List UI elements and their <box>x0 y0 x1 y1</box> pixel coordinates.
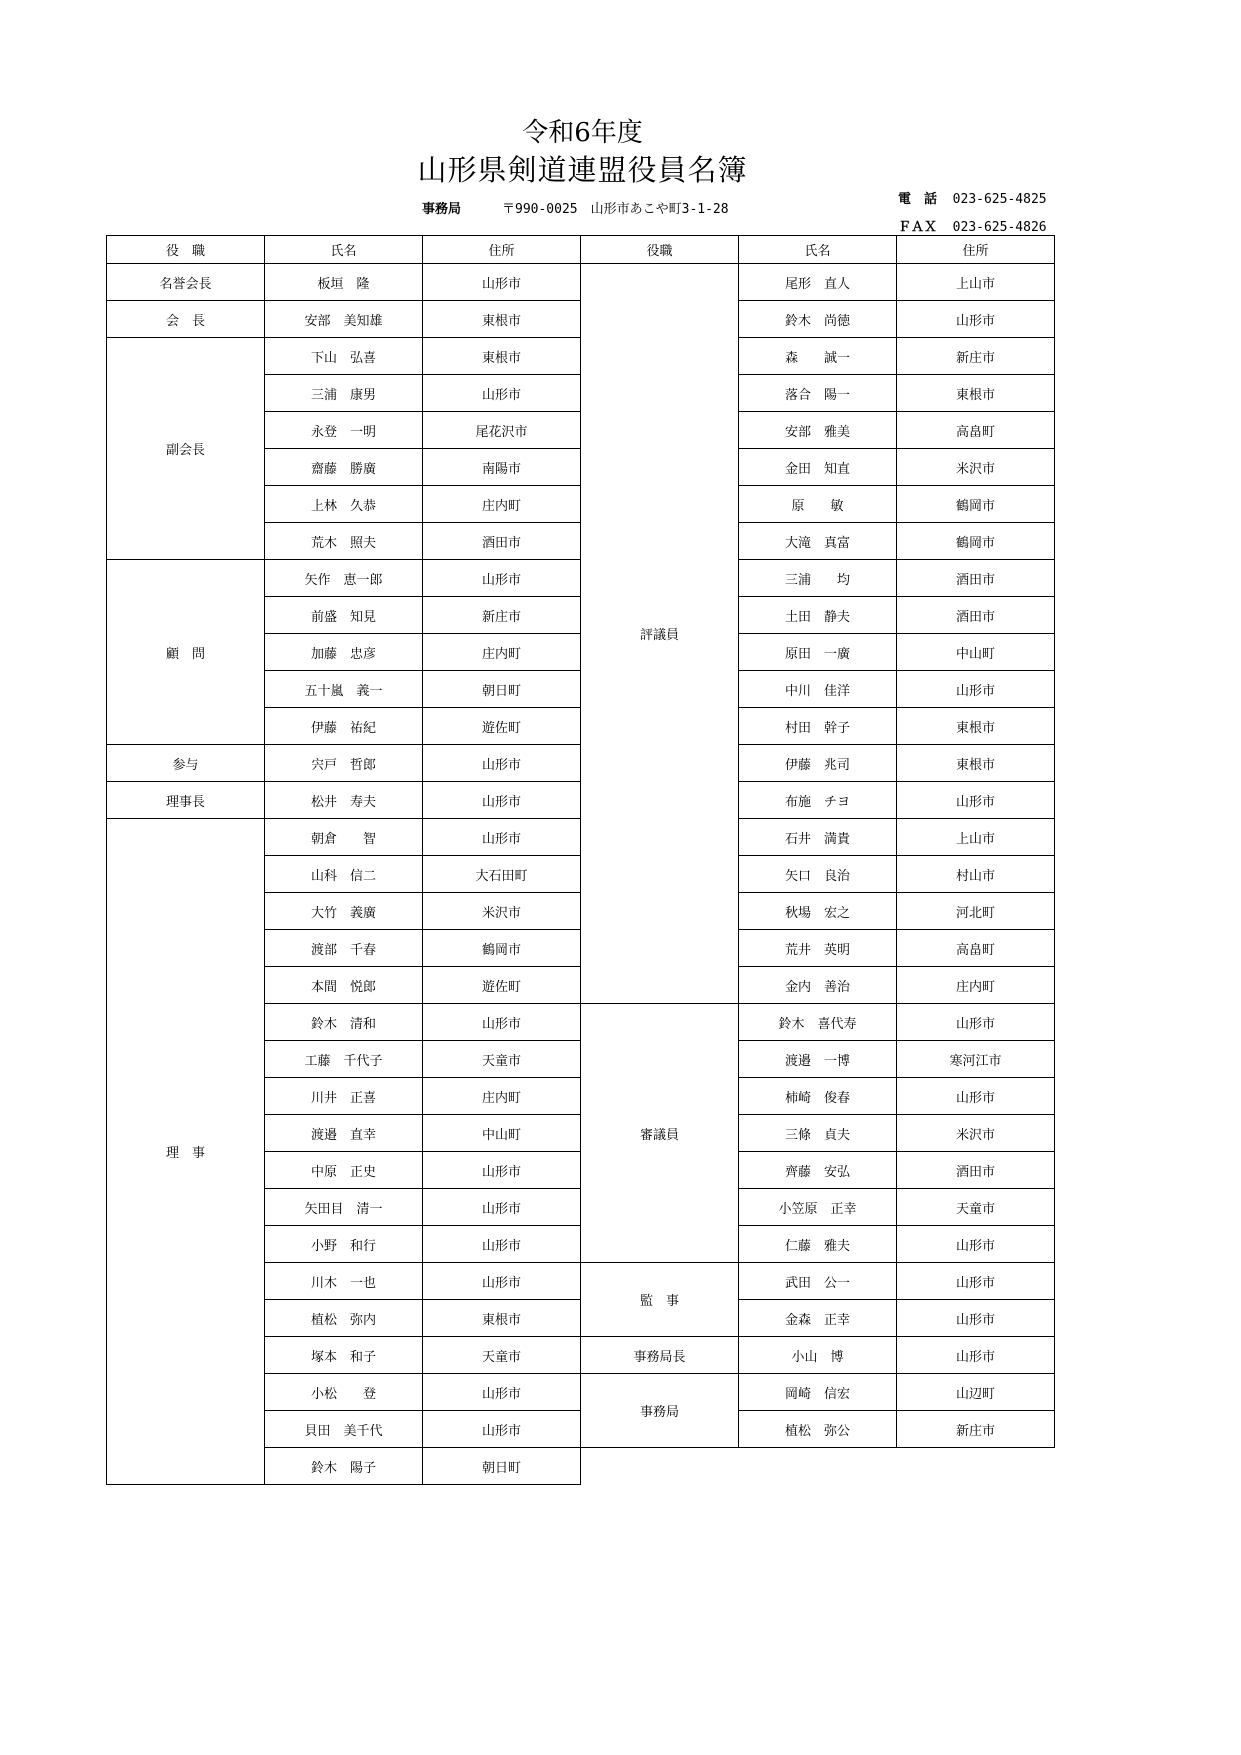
name-cell: 森 誠一 <box>739 338 897 375</box>
fax-line <box>898 216 1047 235</box>
address-cell: 酒田市 <box>423 523 581 560</box>
role-cell: 事務局長 <box>581 1337 739 1374</box>
address-cell: 山形市 <box>423 1152 581 1189</box>
fax-number: 023-625-4826 <box>952 220 1047 235</box>
name-cell: 尾形 直人 <box>739 264 897 301</box>
name-cell: 村田 幹子 <box>739 708 897 745</box>
address-cell: 米沢市 <box>423 893 581 930</box>
role-cell: 理事長 <box>107 782 265 819</box>
address-cell: 山形市 <box>423 745 581 782</box>
name-cell: 原 敏 <box>739 486 897 523</box>
name-cell: 中原 正史 <box>265 1152 423 1189</box>
header-cell: 氏名 <box>265 236 423 264</box>
office-label: 事務局 <box>422 202 462 217</box>
name-cell: 五十嵐 義一 <box>265 671 423 708</box>
address-cell: 庄内町 <box>423 634 581 671</box>
address-cell: 河北町 <box>897 893 1055 930</box>
name-cell: 永登 一明 <box>265 412 423 449</box>
header-cell: 住所 <box>423 236 581 264</box>
year-heading: 令和6年度 <box>522 118 643 148</box>
name-cell: 松井 寿夫 <box>265 782 423 819</box>
address-cell: 山形市 <box>897 782 1055 819</box>
name-cell: 小松 登 <box>265 1374 423 1411</box>
address-cell: 山辺町 <box>897 1374 1055 1411</box>
name-cell: 矢田目 清一 <box>265 1189 423 1226</box>
address-cell: 山形市 <box>897 1337 1055 1374</box>
name-cell: 川木 一也 <box>265 1263 423 1300</box>
address-cell: 南陽市 <box>423 449 581 486</box>
address-cell: 山形市 <box>423 1374 581 1411</box>
address-cell: 新庄市 <box>897 1411 1055 1448</box>
name-cell: 鈴木 尚徳 <box>739 301 897 338</box>
name-cell: 宍戸 哲郎 <box>265 745 423 782</box>
address-cell: 尾花沢市 <box>423 412 581 449</box>
name-cell: 齋藤 勝廣 <box>265 449 423 486</box>
address-cell: 朝日町 <box>423 1448 581 1485</box>
address-cell: 東根市 <box>897 708 1055 745</box>
name-cell: 植松 弥内 <box>265 1300 423 1337</box>
address-cell: 高畠町 <box>897 412 1055 449</box>
name-cell: 三浦 康男 <box>265 375 423 412</box>
phone-line <box>898 188 1047 207</box>
empty-cell <box>581 1448 739 1485</box>
name-cell: 布施 チヨ <box>739 782 897 819</box>
address-cell: 天童市 <box>897 1189 1055 1226</box>
name-cell: 塚本 和子 <box>265 1337 423 1374</box>
address-cell: 鶴岡市 <box>897 486 1055 523</box>
address-cell: 庄内町 <box>423 1078 581 1115</box>
name-cell: 柿崎 俊春 <box>739 1078 897 1115</box>
address-cell: 山形市 <box>897 1226 1055 1263</box>
name-cell: 朝倉 智 <box>265 819 423 856</box>
name-cell: 伊藤 兆司 <box>739 745 897 782</box>
fax-label: ＦＡＸ <box>898 220 938 235</box>
address-cell: 東根市 <box>423 338 581 375</box>
name-cell: 齊藤 安弘 <box>739 1152 897 1189</box>
address-cell: 庄内町 <box>897 967 1055 1004</box>
name-cell: 大竹 義廣 <box>265 893 423 930</box>
header-cell: 住所 <box>897 236 1055 264</box>
address-cell: 山形市 <box>423 1004 581 1041</box>
name-cell: 小山 博 <box>739 1337 897 1374</box>
address-cell: 高畠町 <box>897 930 1055 967</box>
address-cell: 山形市 <box>423 1189 581 1226</box>
address-cell: 山形市 <box>423 1226 581 1263</box>
name-cell: 中川 佳洋 <box>739 671 897 708</box>
address-cell: 山形市 <box>423 782 581 819</box>
address-cell: 山形市 <box>423 1411 581 1448</box>
address-cell: 天童市 <box>423 1337 581 1374</box>
table-header-row <box>107 236 1055 264</box>
name-cell: 伊藤 祐紀 <box>265 708 423 745</box>
name-cell: 武田 公一 <box>739 1263 897 1300</box>
address-cell: 中山町 <box>897 634 1055 671</box>
name-cell: 岡崎 信宏 <box>739 1374 897 1411</box>
name-cell: 大滝 真富 <box>739 523 897 560</box>
address-cell: 山形市 <box>897 1263 1055 1300</box>
name-cell: 前盛 知見 <box>265 597 423 634</box>
name-cell: 仁藤 雅夫 <box>739 1226 897 1263</box>
role-cell: 理 事 <box>107 819 265 1485</box>
address-cell: 山形市 <box>897 1004 1055 1041</box>
name-cell: 原田 一廣 <box>739 634 897 671</box>
role-cell: 顧 問 <box>107 560 265 745</box>
empty-cell <box>897 1448 1055 1485</box>
name-cell: 矢口 良治 <box>739 856 897 893</box>
role-cell: 名誉会長 <box>107 264 265 301</box>
name-cell: 金森 正幸 <box>739 1300 897 1337</box>
name-cell: 本間 悦郎 <box>265 967 423 1004</box>
header-cell: 役 職 <box>107 236 265 264</box>
address-cell: 東根市 <box>897 745 1055 782</box>
address-cell: 天童市 <box>423 1041 581 1078</box>
name-cell: 小野 和行 <box>265 1226 423 1263</box>
address-cell: 酒田市 <box>897 597 1055 634</box>
roster-body <box>107 236 1055 1485</box>
address-cell: 東根市 <box>423 1300 581 1337</box>
role-cell: 監 事 <box>581 1263 739 1337</box>
address-cell: 酒田市 <box>897 1152 1055 1189</box>
name-cell: 三條 貞夫 <box>739 1115 897 1152</box>
name-cell: 荒木 照夫 <box>265 523 423 560</box>
role-cell: 副会長 <box>107 338 265 560</box>
address-cell: 大石田町 <box>423 856 581 893</box>
office-address: 〒990-0025 山形市あこや町3-1-28 <box>502 202 729 217</box>
address-cell: 山形市 <box>897 671 1055 708</box>
role-cell: 評議員 <box>581 264 739 1004</box>
address-cell: 新庄市 <box>423 597 581 634</box>
address-cell: 遊佐町 <box>423 967 581 1004</box>
address-cell: 山形市 <box>897 1300 1055 1337</box>
name-cell: 落合 陽一 <box>739 375 897 412</box>
officer-roster-table <box>106 235 1055 1485</box>
name-cell: 植松 弥公 <box>739 1411 897 1448</box>
name-cell: 工藤 千代子 <box>265 1041 423 1078</box>
name-cell: 板垣 隆 <box>265 264 423 301</box>
name-cell: 渡邉 直幸 <box>265 1115 423 1152</box>
address-cell: 山形市 <box>423 819 581 856</box>
address-cell: 寒河江市 <box>897 1041 1055 1078</box>
name-cell: 加藤 忠彦 <box>265 634 423 671</box>
address-cell: 庄内町 <box>423 486 581 523</box>
address-cell: 山形市 <box>423 560 581 597</box>
name-cell: 石井 満貴 <box>739 819 897 856</box>
header-cell: 役職 <box>581 236 739 264</box>
address-cell: 中山町 <box>423 1115 581 1152</box>
name-cell: 上林 久恭 <box>265 486 423 523</box>
role-cell: 参与 <box>107 745 265 782</box>
name-cell: 安部 雅美 <box>739 412 897 449</box>
address-cell: 酒田市 <box>897 560 1055 597</box>
phone-number: 023-625-4825 <box>952 192 1047 207</box>
address-cell: 村山市 <box>897 856 1055 893</box>
name-cell: 山科 信二 <box>265 856 423 893</box>
role-cell: 審議員 <box>581 1004 739 1263</box>
address-cell: 鶴岡市 <box>423 930 581 967</box>
address-cell: 米沢市 <box>897 1115 1055 1152</box>
address-cell: 山形市 <box>897 301 1055 338</box>
name-cell: 川井 正喜 <box>265 1078 423 1115</box>
name-cell: 下山 弘喜 <box>265 338 423 375</box>
empty-cell <box>739 1448 897 1485</box>
name-cell: 鈴木 清和 <box>265 1004 423 1041</box>
address-cell: 新庄市 <box>897 338 1055 375</box>
name-cell: 土田 静夫 <box>739 597 897 634</box>
role-cell: 事務局 <box>581 1374 739 1448</box>
name-cell: 金田 知直 <box>739 449 897 486</box>
name-cell: 貝田 美千代 <box>265 1411 423 1448</box>
address-cell: 遊佐町 <box>423 708 581 745</box>
name-cell: 矢作 恵一郎 <box>265 560 423 597</box>
header-cell: 氏名 <box>739 236 897 264</box>
address-cell: 山形市 <box>423 1263 581 1300</box>
address-cell: 東根市 <box>897 375 1055 412</box>
address-cell: 朝日町 <box>423 671 581 708</box>
address-cell: 山形市 <box>897 1078 1055 1115</box>
role-cell: 会 長 <box>107 301 265 338</box>
name-cell: 渡部 千春 <box>265 930 423 967</box>
address-cell: 山形市 <box>423 375 581 412</box>
address-cell: 上山市 <box>897 264 1055 301</box>
address-cell: 東根市 <box>423 301 581 338</box>
name-cell: 小笠原 正幸 <box>739 1189 897 1226</box>
table-row <box>107 264 1055 301</box>
name-cell: 鈴木 喜代寿 <box>739 1004 897 1041</box>
address-cell: 山形市 <box>423 264 581 301</box>
page-title: 山形県剣道連盟役員名簿 <box>417 153 748 187</box>
name-cell: 金内 善治 <box>739 967 897 1004</box>
address-cell: 上山市 <box>897 819 1055 856</box>
name-cell: 荒井 英明 <box>739 930 897 967</box>
name-cell: 鈴木 陽子 <box>265 1448 423 1485</box>
address-cell: 鶴岡市 <box>897 523 1055 560</box>
name-cell: 三浦 均 <box>739 560 897 597</box>
address-cell: 米沢市 <box>897 449 1055 486</box>
name-cell: 秋場 宏之 <box>739 893 897 930</box>
name-cell: 安部 美知雄 <box>265 301 423 338</box>
phone-label: 電 話 <box>898 192 938 207</box>
name-cell: 渡邉 一博 <box>739 1041 897 1078</box>
